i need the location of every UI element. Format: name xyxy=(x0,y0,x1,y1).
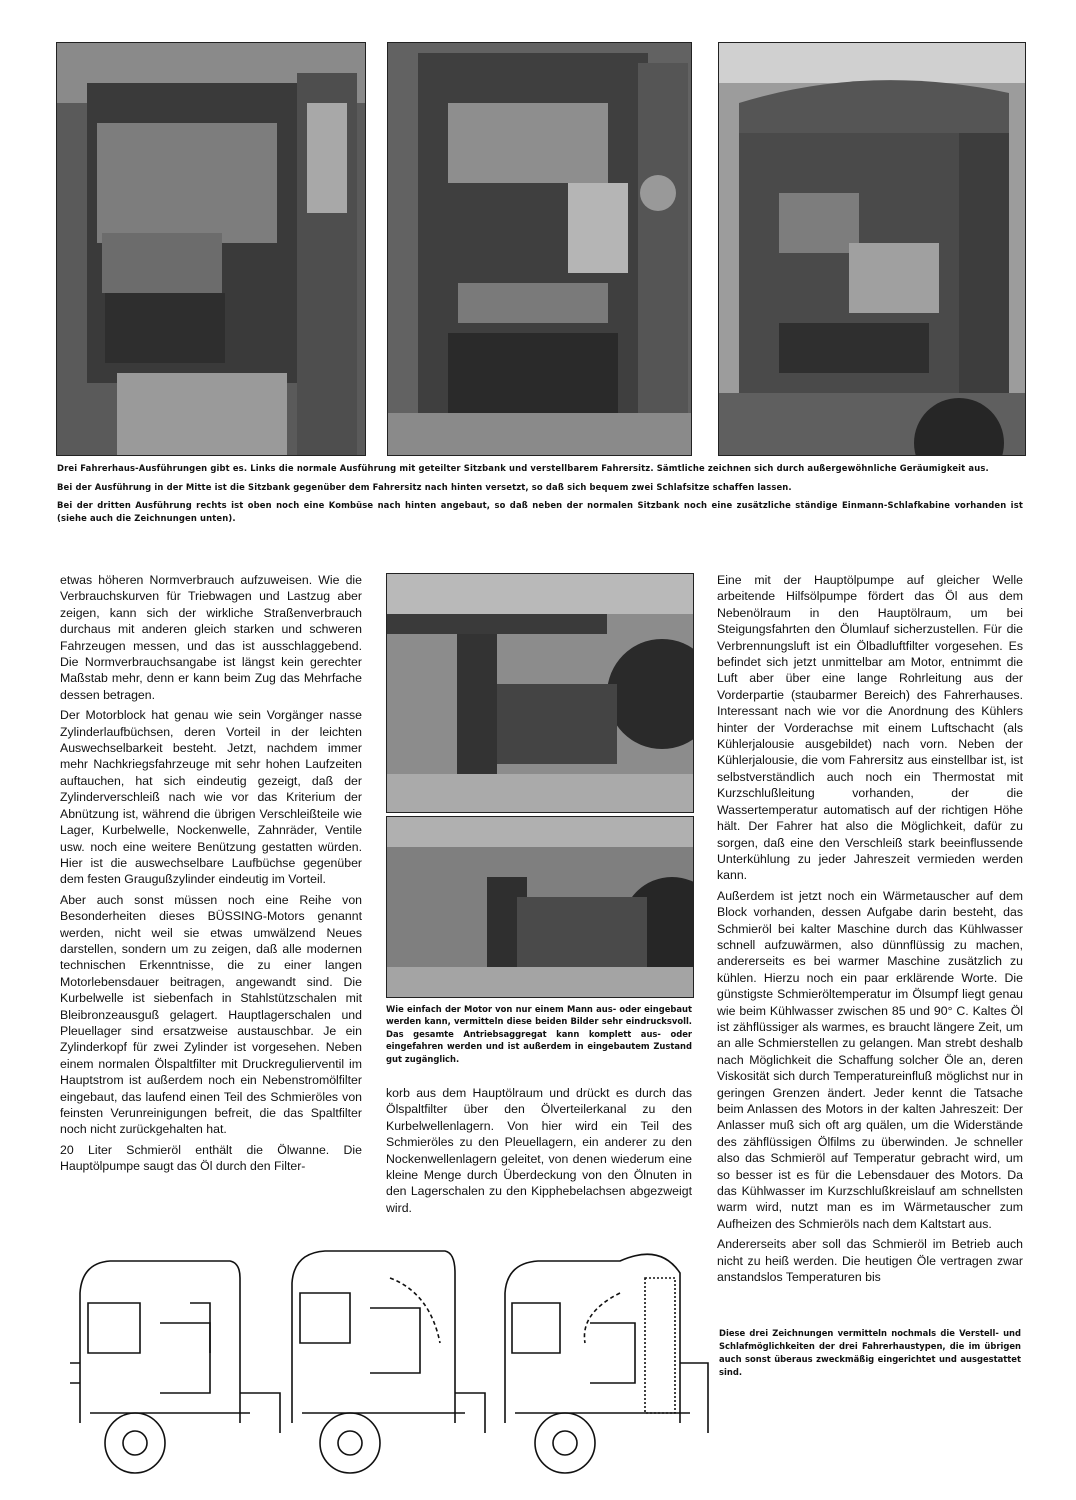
article-column-left xyxy=(60,572,362,1179)
engine-image xyxy=(387,574,693,812)
photo-cab-kombuese xyxy=(718,42,1026,456)
engine-image xyxy=(387,817,693,997)
photo-engine-removal-1 xyxy=(386,573,694,813)
article-paragraph: Andererseits aber soll das Schmieröl im Betrieb auch nicht zu heiß werden. Die heutigen Öle vertragen zwar anstandslos Temperaturen bis xyxy=(717,1237,1023,1285)
cab-exterior-image xyxy=(719,43,1025,455)
article-paragraph: etwas höheren Normverbrauch aufzuweisen. Wie die Verbrauchskurven für Triebwagen und Lastzug aber zeigen, kann sich der wirkliche Straßenverbrauch durchaus mit anderen gleich starken und schweren Fahrzeugen messen, und das ist ausschlaggebend. Die Normverbrauchsangabe ist längst kein gerechter Maßstab mehr, denn er kann beim Zug das Mehrfache dessen betragen. xyxy=(60,573,362,702)
cab-drawing-kombuese xyxy=(505,1254,708,1473)
cab-drawing-normal xyxy=(70,1261,280,1473)
truck-cab-line-drawings xyxy=(60,1183,710,1481)
article-paragraph: Eine mit der Hauptölpumpe auf gleicher Welle arbeitende Hilfsölpumpe fördert das Öl aus dem Nebenölraum in den Hauptölraum, um bei Steigungsfahrten den Ölumlauf sicherzustellen. Für die Verbrennungsluft ist ein Ölbadluftfilter vorgesehen. Es befindet sich jetzt unmittelbar am Motor, entnimmt die Luft aber über eine lange Rohrleitung aus der Vorderpartie (staubarmer Bereich) des Fahrerhauses. Interessant nach wie vor die Anordnung des Kühlers hinter der Vorderachse mit einem Luftschacht (als Kühlerjalousie ausgebildet) nach vorn. Neben der Kühlerjalousie, die vom Fahrersitz aus einstellbar ist, ist selbstverständlich auch noch ein Thermostat mit Kurzschlußleitung vorhanden, der die Wassertemperatur automatisch auf der richtigen Höhe hält. Der Fahrer hat also die Möglichkeit, dafür zu sorgen, daß eine den Verschleiß stark beeinflussende Unterkühlung zu jeder Jahreszeit vermieden werden kann. xyxy=(717,573,1023,883)
drawings-caption: Diese drei Zeichnungen vermitteln nochmals die Verstell- und Schlafmöglichkeiten der drei Fahrerhaustypen, die im übrigen auch sonst überaus zweckmäßig eingerichtet und ausgestattet sind. xyxy=(719,1328,1021,1377)
caption-paragraph: Bei der Ausführung in der Mitte ist die Sitzbank gegenüber dem Fahrersitz nach hinten versetzt, so daß sich bequem zwei Schlafsitze schaffen lassen. xyxy=(57,481,792,492)
article-column-right xyxy=(717,572,1023,1289)
article-paragraph: Außerdem ist jetzt noch ein Wärmetauscher auf dem Block vorhanden, dessen Aufgabe darin besteht, das Schmieröl bei kalter Maschine durch das Kühlwasser schnell aufzuwärmen, also dünnflüssig zu machen, andererseits es bei warmer Maschine zusätzlich zu kühlen. Hierzu noch ein paar erklärende Worte. Die günstigste Schmieröltemperatur im Ölsumpf liegt genau wie beim Kühlwasser zwischen 85 und 90° C. Kaltes Öl ist zähflüssiger als warmes, es braucht längere Zeit, um an alle Schmierstellen zu gelangen. Man strebt deshalb nach Möglichkeit die Schaffung solcher Öle an, deren Viskosität sich durch Temperatureinfluß möglichst nur in geringen Grenzen ändert. Jeder kennt die Tatsache beim Anlassen des Motors in der kalten Jahreszeit: Der Anlasser muß sich oft arg quälen, um die Widerstände des zähflüssigen Ölfilms zu überwinden. Je schneller also das Schmieröl auf Temperatur gebracht wird, um so besser ist es für die Lebensdauer des Motors. Da das Kühlwasser im Kurzschlußkreislauf am schnellsten warm wird, nutzt man es im Wärmetauscher zum Aufheizen des Schmieröls nach dem Kaltstart aus. xyxy=(717,888,1023,1231)
cab-drawing-sleeper xyxy=(292,1251,485,1473)
caption-paragraph: Drei Fahrerhaus-Ausführungen gibt es. Links die normale Ausführung mit geteilter Sitzbank und verstellbarem Fahrersitz. Sämtliche zeichnen sich durch außergewöhnliche Geräumigkeit aus. xyxy=(57,463,989,473)
photo-caption-top xyxy=(57,462,1023,530)
photo-cab-sleeper xyxy=(387,42,692,456)
article-paragraph: 20 Liter Schmieröl enthält die Ölwanne. Die Hauptölpumpe saugt das Öl durch den Filter- xyxy=(60,1142,362,1174)
article-paragraph: Aber auch sonst müssen noch eine Reihe von Besonderheiten dieses BÜSSING-Motors genannt werden, nicht weil sie etwas umwälzend Neues darstellen, sondern um zu zeigen, daß alle modernen technischen Erkenntnisse, die zu einer langen Motorlebensdauer beitragen, angewandt sind. Die Kurbelwelle ist siebenfach in Stahlstützschalen mit Bleibronzeausguß gelagert. Hauptlagerschalen und Pleuellager sind ersatzweise austauschbar. Je ein Zylinderkopf für zwei Zylinder ist vorgesehen. Neben einem normalen Ölspaltfilter mit Druckregulierventil im Hauptstrom ist außerdem noch ein Nebenstromölfilter eingebaut, das laufend einen Teil des Schmieröles von feinsten Verunreinigungen befreit, die das Spaltfilter noch nicht zurückgehalten hat. xyxy=(60,892,362,1137)
cab-drawings xyxy=(60,1183,710,1481)
article-paragraph: Der Motorblock hat genau wie sein Vorgänger nasse Zylinderlaufbüchsen, deren Vorteil in der leichten Auswechselbarkeit besteht. Jetzt, nachdem immer mehr Nachkriegsfahrzeuge mit sehr hohen Laufzeiten auftauchen, hat sich eindeutig gezeigt, daß der Zylinderverschleiß nach wie vor das Kriterium der Abnützung ist, während die übrigen Verschleißteile wie Lager, Kurbelwelle, Nockenwelle, Zahnräder, Ventile usw. noch eine weitere Benützung gestatten würden. Hier ist die auswechselbare Laufbüchse gegenüber dem festen Graugußzylinder eindeutig im Vorteil. xyxy=(60,708,362,887)
photo-cab-normal xyxy=(56,42,366,456)
cab-interior-image xyxy=(57,43,365,455)
photo-engine-removal-2b xyxy=(386,816,694,998)
caption-paragraph: Bei der dritten Ausführung rechts ist oben noch eine Kombüse nach hinten angebaut, so daß neben der normalen Sitzbank noch eine zusätzliche ständige Einmann-Schlafkabine vorhanden ist (siehe auch die Zeichnungen unten). xyxy=(57,500,1023,523)
cab-interior-image xyxy=(388,43,691,455)
engine-photo-caption: Wie einfach der Motor von nur einem Mann aus- oder eingebaut werden kann, vermitteln diese beiden Bilder sehr eindrucksvoll. Das gesamte Antriebsaggregat kann komplett aus- oder eingefahren werden und ist außerdem in eingebautem Zustand gut zugänglich. xyxy=(386,1004,692,1064)
article-paragraph: korb aus dem Hauptölraum und drückt es durch das Ölspaltfilter über den Ölverteilerkanal zu den Kurbelwellenlagern. Von hier wird ein Teil des Schmieröles zu den Pleuellagern, ein anderer zu den Nockenwellenlagern geleitet, von denen wiederum eine kleine Menge durch Überdeckung von den Ölnuten in den Lagerschalen zu den Kipphebelachsen abgezweigt wird. xyxy=(386,1086,692,1215)
